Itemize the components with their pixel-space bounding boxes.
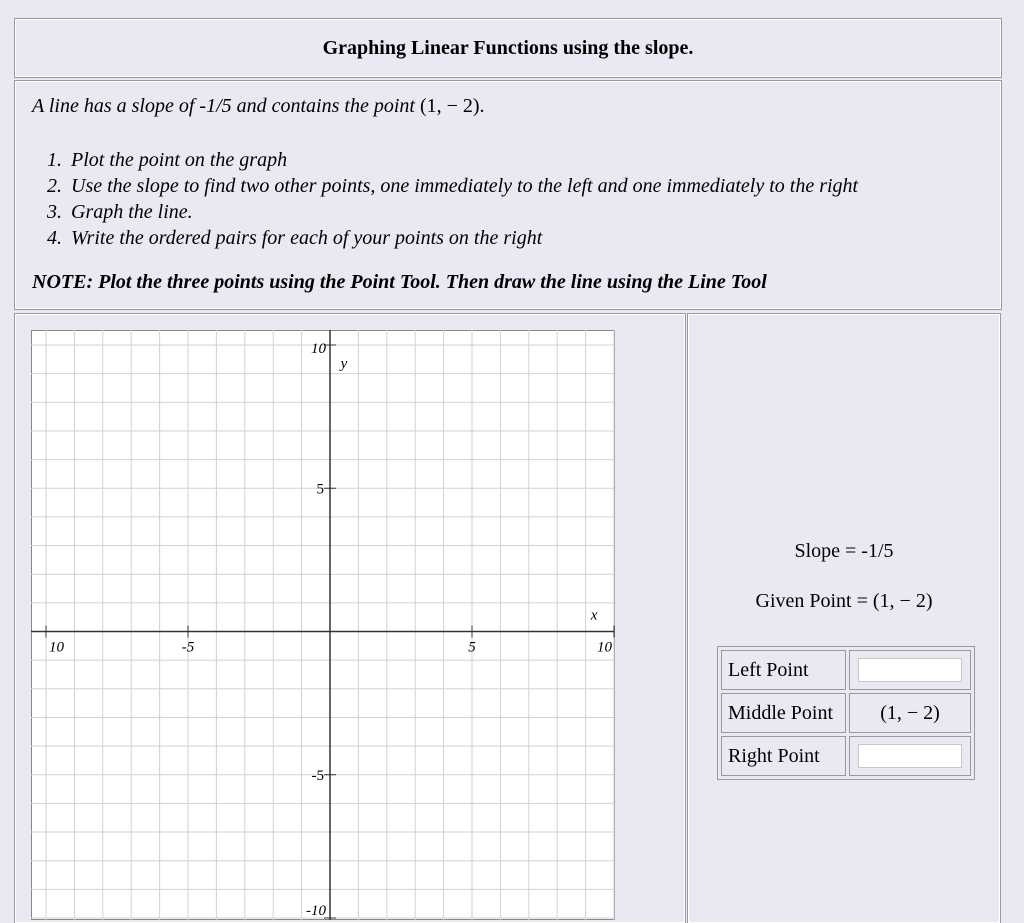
instruction-item (47, 147, 858, 173)
grid-lines (31, 330, 615, 920)
problem-intro (32, 95, 485, 118)
given-point-text: Given Point = (1, − 2) (755, 590, 933, 612)
graph-panel (14, 313, 686, 923)
note-text: NOTE: Plot the three points using the Point Tool. Then draw the line using the Line Tool (32, 271, 767, 293)
step-number: 4. (47, 227, 62, 249)
middle-point-label: Middle Point (721, 693, 846, 733)
x-axis-label: x (590, 607, 598, 624)
step-number: 3. (47, 201, 62, 223)
x-tick-label-neg5: -5 (181, 639, 195, 656)
y-tick-label-neg10: -10 (306, 903, 326, 919)
x-tick-label-10: 10 (597, 639, 612, 656)
middle-point-value: (1, − 2) (849, 693, 971, 733)
y-tick-label-5: 5 (316, 481, 324, 498)
step-text: Write the ordered pairs for each of your points on the right (71, 227, 543, 249)
slope-text: Slope = -1/5 (794, 540, 894, 562)
right-point-cell (849, 736, 971, 776)
left-point-cell (849, 650, 971, 690)
instruction-item (47, 199, 858, 225)
step-number: 2. (47, 175, 62, 197)
table-row (721, 736, 971, 776)
instruction-list (47, 147, 858, 251)
x-tick-label-neg10: 10 (49, 639, 64, 656)
y-tick-label-10: 10 (311, 341, 326, 357)
left-point-label: Left Point (721, 650, 846, 690)
coordinate-plane[interactable] (31, 330, 617, 920)
right-point-input[interactable] (858, 744, 962, 768)
answer-panel (687, 313, 1001, 923)
problem-panel (14, 80, 1002, 310)
step-text: Plot the point on the graph (71, 149, 288, 171)
y-tick-label-neg5: -5 (311, 767, 324, 784)
table-row (721, 650, 971, 690)
intro-point: (1, − 2). (419, 95, 485, 117)
intro-text: A line has a slope of -1/5 and contains the point (32, 95, 415, 117)
right-point-label: Right Point (721, 736, 846, 776)
step-text: Use the slope to find two other points, one immediately to the left and one immediately to the right (71, 175, 859, 197)
x-tick-label-5: 5 (468, 639, 476, 656)
instruction-item (47, 225, 858, 251)
table-row (721, 693, 971, 733)
y-axis-label: y (340, 355, 348, 372)
title-panel (14, 18, 1002, 78)
points-table (717, 646, 975, 780)
step-text: Graph the line. (71, 201, 193, 223)
step-number: 1. (47, 149, 62, 171)
page-title: Graphing Linear Functions using the slope. (322, 37, 694, 59)
left-point-input[interactable] (858, 658, 962, 682)
plot-background (32, 331, 615, 920)
instruction-item (47, 173, 858, 199)
